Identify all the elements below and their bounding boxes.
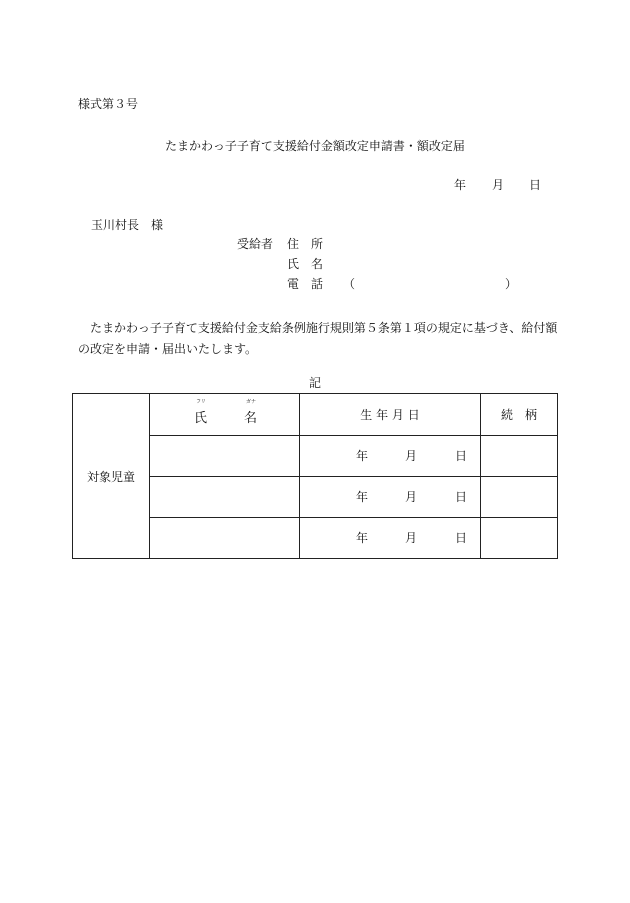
body-text: たまかわっ子子育て支援給付金支給条例施行規則第５条第１項の規定に基づき、給付額の改定を申請・届出いたします。 — [78, 321, 558, 356]
child-name-cell[interactable] — [150, 436, 300, 477]
child-relation-cell[interactable] — [481, 436, 558, 477]
child-relation-cell[interactable] — [481, 477, 558, 518]
relation-header: 続 柄 — [481, 394, 558, 436]
dob-day-label: 日 — [455, 449, 468, 463]
phone-paren-open: （ — [343, 277, 356, 291]
dob-header: 生 年 月 日 — [300, 394, 481, 436]
address-label: 住 所 — [287, 237, 324, 251]
recipient-label: 受給者 — [237, 237, 274, 251]
dob-month-label: 月 — [405, 490, 418, 504]
date-year-label: 年 — [454, 178, 467, 192]
addressee: 玉川村長 様 — [91, 218, 164, 232]
name-header-1: 氏 — [194, 411, 208, 426]
dob-year-label: 年 — [356, 490, 369, 504]
name-header-2: 名 — [244, 411, 258, 426]
dob-month-label: 月 — [405, 531, 418, 545]
dob-month-label: 月 — [405, 449, 418, 463]
child-dob-cell[interactable] — [300, 436, 481, 477]
table-header-row — [73, 394, 558, 436]
furigana-2: ガナ — [246, 399, 257, 405]
document-title: たまかわっ子子育て支援給付金額改定申請書・額改定届 — [165, 139, 465, 153]
child-relation-cell[interactable] — [481, 518, 558, 559]
date-day-label: 日 — [529, 178, 542, 192]
target-children-header: 対象児童 — [73, 394, 150, 559]
child-dob-cell[interactable] — [300, 518, 481, 559]
form-number: 様式第３号 — [78, 97, 139, 111]
date-month-label: 月 — [492, 178, 505, 192]
children-table — [72, 393, 558, 559]
name-header — [150, 394, 300, 436]
child-dob-cell[interactable] — [300, 477, 481, 518]
furigana-1: フリ — [196, 399, 206, 405]
phone-paren-close: ） — [505, 277, 518, 291]
child-name-cell[interactable] — [150, 477, 300, 518]
dob-year-label: 年 — [356, 449, 369, 463]
dob-day-label: 日 — [455, 531, 468, 545]
child-name-cell[interactable] — [150, 518, 300, 559]
dob-year-label: 年 — [356, 531, 369, 545]
dob-day-label: 日 — [455, 490, 468, 504]
phone-label: 電 話 — [287, 277, 324, 291]
name-label: 氏 名 — [287, 257, 324, 271]
ki-heading: 記 — [308, 376, 321, 390]
